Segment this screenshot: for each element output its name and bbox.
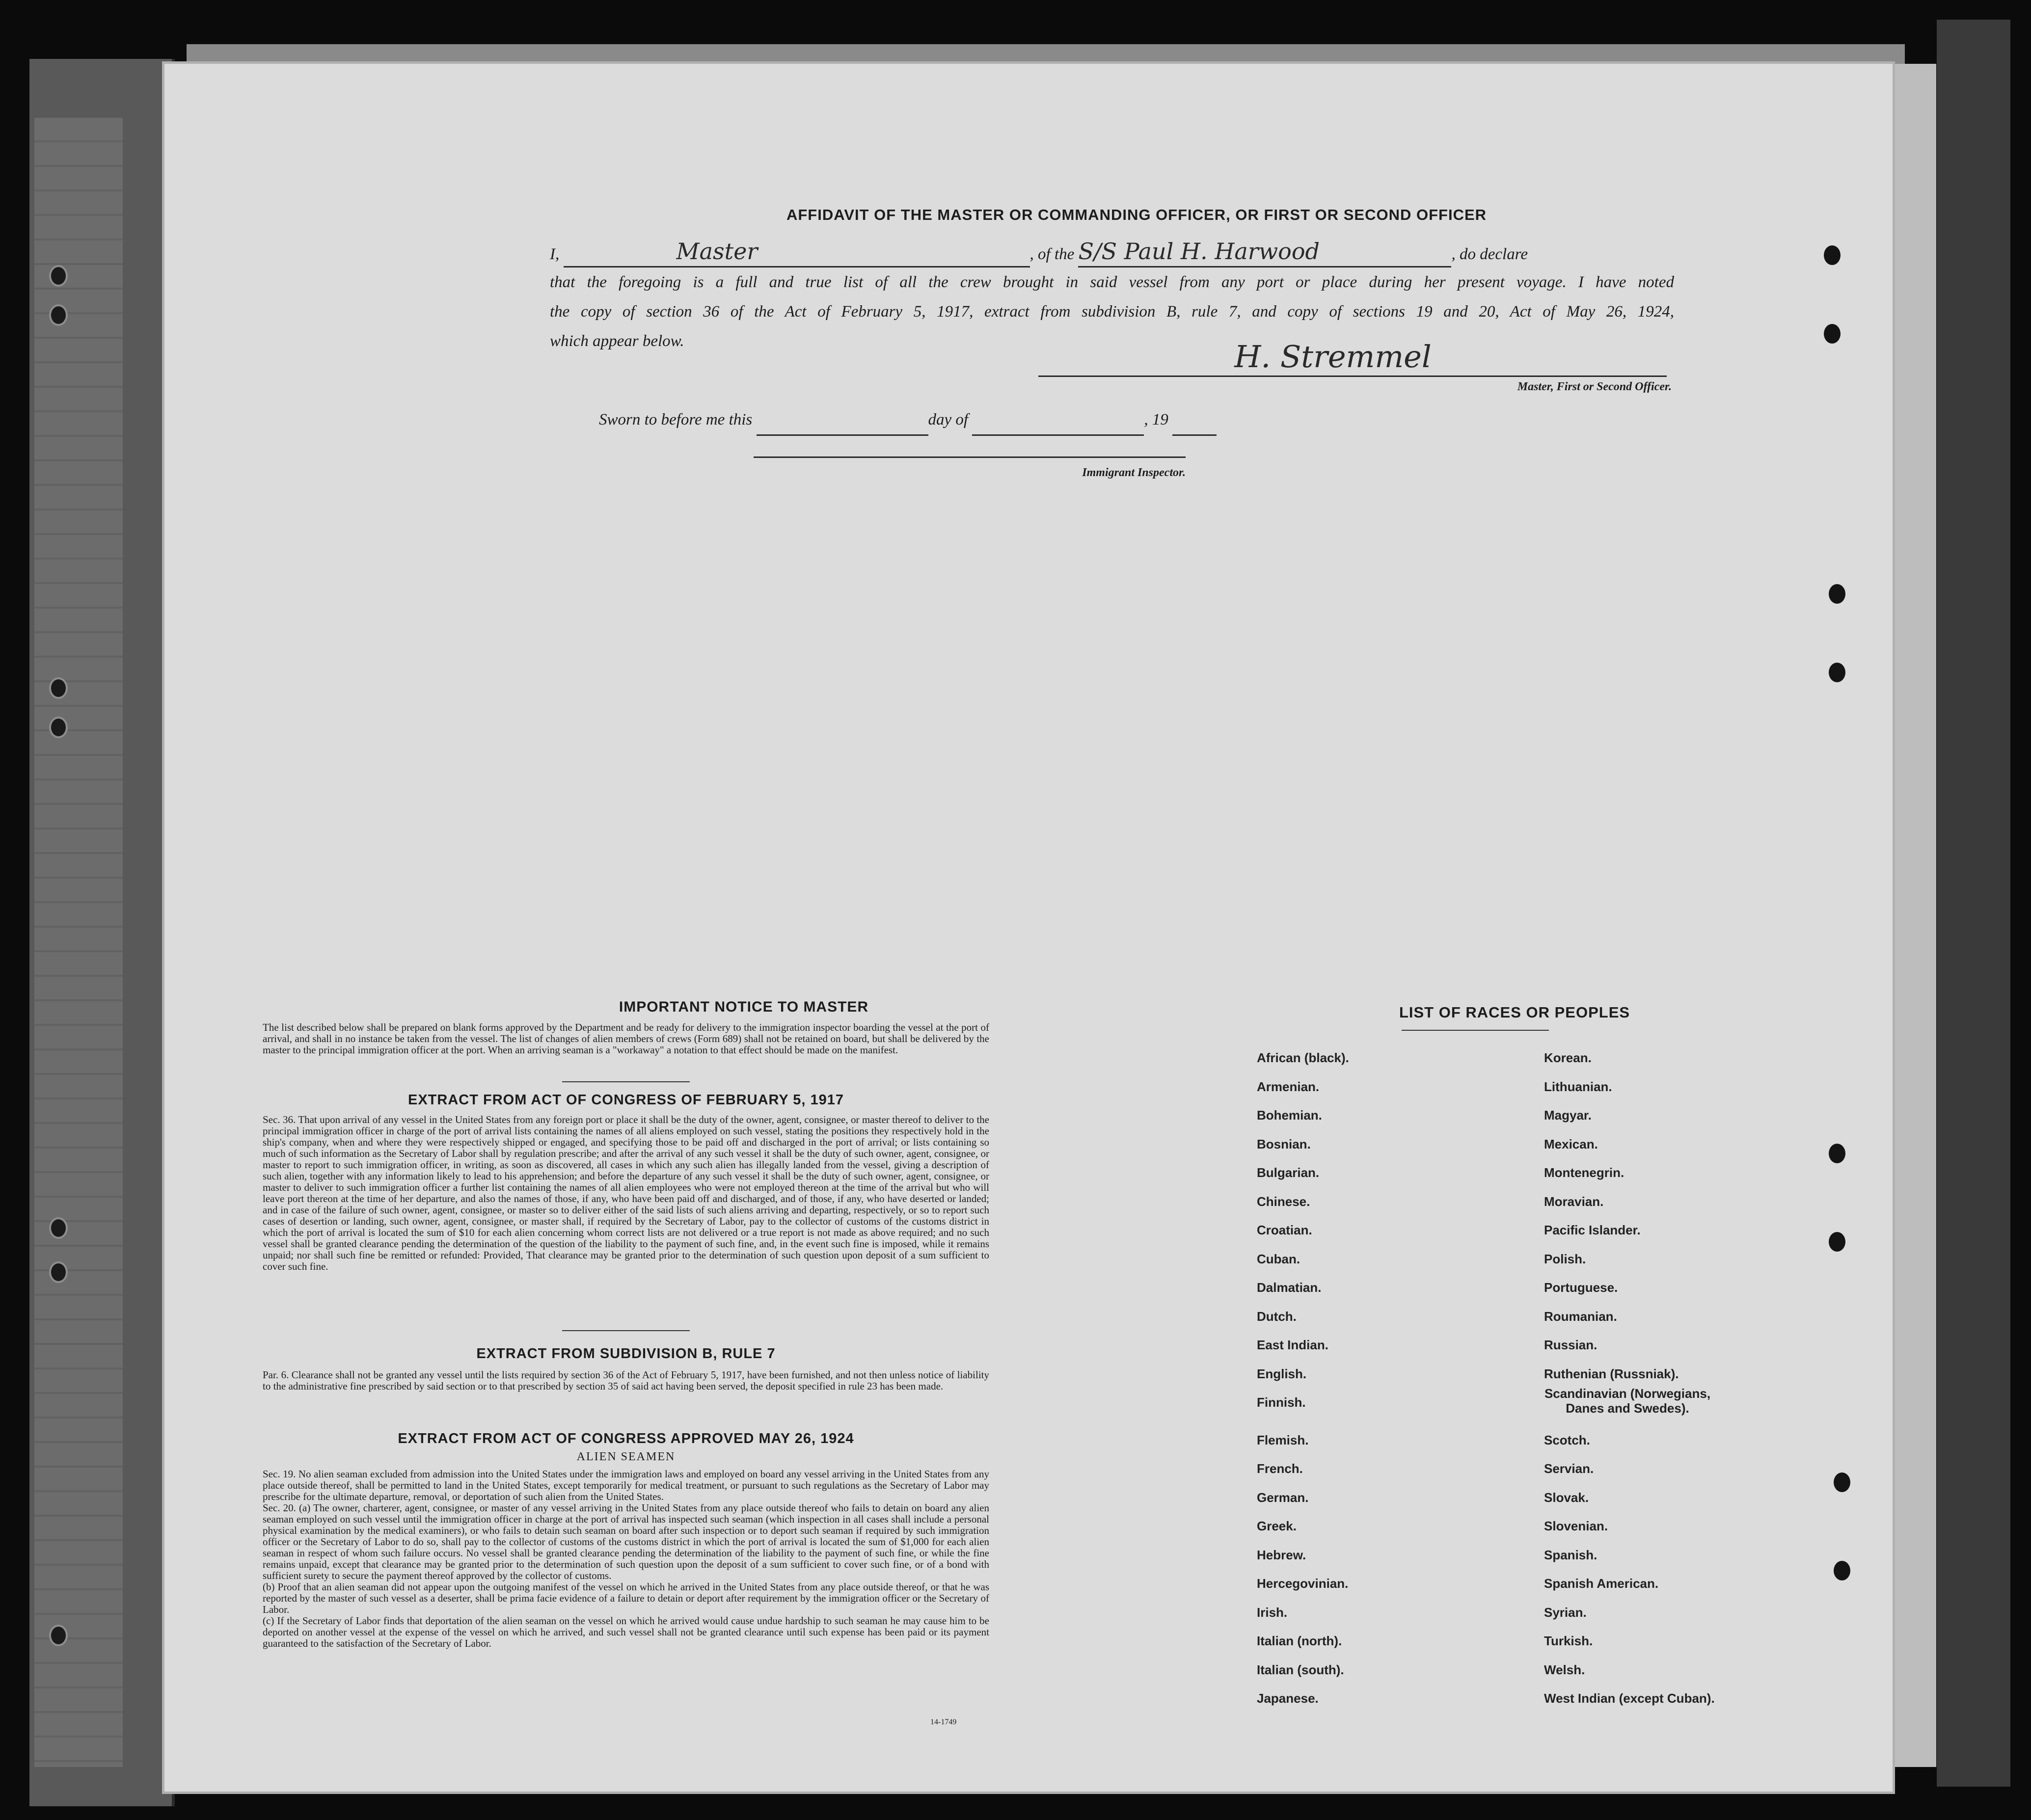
race-entry: Armenian. <box>1257 1079 1320 1094</box>
inspector-signature-line <box>754 456 1186 458</box>
binder-hole <box>49 717 68 738</box>
race-entry: Irish. <box>1257 1605 1288 1620</box>
race-entry: Dalmatian. <box>1257 1280 1322 1295</box>
race-entry: Croatian. <box>1257 1223 1312 1237</box>
race-entry: Scotch. <box>1544 1432 1590 1447</box>
punch-hole <box>1829 663 1845 682</box>
sworn-line <box>599 405 1581 436</box>
races-title-rule <box>1402 1030 1549 1031</box>
binder-hole <box>49 1625 68 1646</box>
race-entry: Scandinavian (Norwegians, Danes and Swedes). <box>1544 1386 1711 1416</box>
binder-hole <box>49 1261 68 1283</box>
punch-hole <box>1824 245 1841 265</box>
race-entry: English. <box>1257 1366 1307 1381</box>
affidavit-line: that the foregoing is a full and true list of all the crew brought in said vessel from any port or place during her present voyage. I have noted <box>550 273 1674 291</box>
race-entry: Hebrew. <box>1257 1547 1306 1562</box>
notice-text: The list described below shall be prepared on blank forms approved by the Department and be ready for delivery to the immigration inspector boarding the vessel at the port of arrival, and shall in no instance be taken from the vessel. The list of changes of alien members of crews (Form 689) shall not be retained on board, but shall be delivered by the master to the principal immigration officer at the port. When an arriving seaman is a "workaway" a notation to that effect should be made on the manifest. <box>263 1021 989 1056</box>
race-entry: Korean. <box>1544 1050 1592 1065</box>
race-entry: Spanish. <box>1544 1547 1598 1562</box>
races-title: LIST OF RACES OR PEOPLES <box>1399 1004 1630 1021</box>
declarant-title-handwritten: Master <box>564 237 1030 268</box>
signature-caption: Master, First or Second Officer. <box>1517 380 1672 393</box>
race-entry: Russian. <box>1544 1338 1598 1352</box>
master-signature: H. Stremmel <box>1234 339 1432 375</box>
race-entry: Lithuanian. <box>1544 1079 1612 1094</box>
punch-hole <box>1829 1144 1845 1163</box>
race-entry: Magyar. <box>1544 1108 1592 1123</box>
punch-hole <box>1829 584 1845 604</box>
punch-hole <box>1834 1561 1850 1580</box>
race-entry: Turkish. <box>1544 1633 1593 1648</box>
inspector-caption: Immigrant Inspector. <box>1082 466 1186 479</box>
declaration-suffix: , do declare <box>1451 245 1528 263</box>
extract-rule7-title: EXTRACT FROM SUBDIVISION B, RULE 7 <box>476 1346 776 1362</box>
race-entry: African (black). <box>1257 1050 1349 1065</box>
binder-hole <box>49 1217 68 1239</box>
race-entry: Greek. <box>1257 1519 1297 1533</box>
extract-rule7-text: Par. 6. Clearance shall not be granted any vessel until the lists required by section 36 of the Act of February 5, 1917, have been furnished, and not then unless notice of liability to the administrative fine prescribed by said section or to that prescribed by section 35 of said act having been served, the deposit specified in rule 23 has been made. <box>263 1369 989 1392</box>
extract-1924-paragraph: (c) If the Secretary of Labor finds that deportation of the alien seaman on the vessel on which he arrived would cause undue hardship to such seaman he may cause him to be deported on another vessel at the expense of the vessel on which he arrived, and such vessel shall not be granted clearance until such expense has been paid or its payment guaranteed to the satisfaction of the Secretary of Labor. <box>263 1615 989 1649</box>
binder-hole <box>49 265 68 287</box>
extract-1924-body <box>263 1469 989 1649</box>
extract-1917-text: Sec. 36. That upon arrival of any vessel in the United States from any foreign port or place it shall be the duty of the owner, agent, consignee, or master thereof to deliver to the principal immigration officer in charge of the port of arrival lists containing the names of all aliens employed on such vessel, stating the positions they respectively hold in the ship's company, when and where they were respectively shipped or engaged, and specifying those to be paid off and discharged in the port of arrival; or lists containing so much of such information as the Secretary of Labor shall by regulation prescribe; and after the arrival of any such vessel it shall be the duty of such owner, agent, consignee, or master to report to such immigration officer, in writing, as soon as discovered, all cases in which any such alien has illegally landed from the vessel, giving a description of such alien, together with any information likely to lead to his apprehension; and before the departure of any such vessel it shall be the duty of such owner, agent, consignee, or master to deliver to such immigration officer a further list containing the names of all alien employees who were not employed thereon at the time of the arrival but who will leave port thereon at the time of her departure, and also the names of those, if any, who have been paid off and discharged, and of those, if any, who have deserted or landed; and in case of the failure of such owner, agent, consignee, or master so to deliver either of the said lists of such aliens arriving and departing, respectively, or so to report such cases of desertion or landing, such owner, agent, consignee, or master shall, if required by the Secretary of Labor, pay to the collector of customs of the customs district in which the port of arrival is located the sum of $10 for each alien concerning whom correct lists are not delivered or a true report is not made as above required; and no such vessel shall be granted clearance pending the determination of the question of the liability to the payment of such fine, and, in the event such fine is imposed, while it remains unpaid; nor shall such fine be remitted or refunded: Provided, That clearance may be granted prior to the determination of such question upon deposit of a sum sufficient to cover such fine. <box>263 1114 989 1272</box>
vessel-name-handwritten: S/S Paul H. Harwood <box>1078 237 1451 268</box>
race-entry: Bulgarian. <box>1257 1165 1320 1180</box>
race-entry: Bosnian. <box>1257 1136 1311 1151</box>
race-entry: Servian. <box>1544 1461 1594 1476</box>
extract-1924-subtitle: ALIEN SEAMEN <box>576 1450 676 1463</box>
race-entry: Portuguese. <box>1544 1280 1618 1295</box>
sworn-date-blank <box>757 405 928 436</box>
punch-hole <box>1834 1472 1850 1492</box>
race-entry: Finnish. <box>1257 1395 1306 1410</box>
section-divider <box>562 1330 690 1331</box>
race-entry: Japanese. <box>1257 1691 1319 1706</box>
declaration-line <box>550 237 1674 269</box>
sworn-year-label: , 19 <box>1144 411 1168 428</box>
document-page <box>164 64 1893 1792</box>
race-entry: East Indian. <box>1257 1338 1328 1352</box>
race-entry: West Indian (except Cuban). <box>1544 1691 1715 1706</box>
signature-line <box>1038 375 1667 377</box>
race-entry: Bohemian. <box>1257 1108 1322 1123</box>
declaration-mid: , of the <box>1029 245 1075 263</box>
punch-hole <box>1829 1232 1845 1252</box>
race-entry: Montenegrin. <box>1544 1165 1625 1180</box>
race-entry: Moravian. <box>1544 1194 1604 1209</box>
affidavit-title: AFFIDAVIT OF THE MASTER OR COMMANDING OFFICER, OR FIRST OR SECOND OFFICER <box>786 206 1487 223</box>
race-entry: Cuban. <box>1257 1251 1300 1266</box>
extract-1924-paragraph: Sec. 20. (a) The owner, charterer, agent, consignee, or master of any vessel arriving in the United States from any place outside thereof who fails to detain on board any alien seaman employed on such vessel until the immigration officer in charge at the port of arrival has inspected such seaman (which inspection in all cases shall include a personal physical examination by the medical examiners), or who fails to detain such seaman on board after such inspection or to deport such seaman if required by such immigration officer or the Secretary of Labor to do so, shall pay to the collector of customs of the customs district in which the port of arrival is located the sum of $1,000 for each alien seaman in respect of whom such failure occurs. No vessel shall be granted clearance pending the determination of the liability to the payment of such fine, or while the fine remains unpaid, except that clearance may be granted prior to the determination of such question upon the deposit of a sum sufficient to cover such fine, or of a bond with sufficient surety to secure the payment thereof approved by the collector of customs. <box>263 1502 989 1581</box>
race-entry: Pacific Islander. <box>1544 1223 1641 1237</box>
sworn-month-blank <box>972 405 1144 436</box>
binder-strip <box>34 118 123 1767</box>
race-entry: Hercegovinian. <box>1257 1576 1349 1591</box>
race-entry: Slovak. <box>1544 1490 1589 1505</box>
race-entry: German. <box>1257 1490 1309 1505</box>
race-entry: Flemish. <box>1257 1432 1309 1447</box>
binder-hole <box>49 677 68 699</box>
extract-1924-paragraph: Sec. 19. No alien seaman excluded from admission into the United States under the immigration laws and employed on board any vessel arriving in the United States from any place outside thereof, shall be permitted to land in the United States, except temporarily for medical treatment, or pursuant to such regulations as the Secretary of Labor may prescribe for the ultimate departure, removal, or deportation of such alien from the United States. <box>263 1468 989 1502</box>
race-entry: Roumanian. <box>1544 1309 1617 1324</box>
race-entry: French. <box>1257 1461 1303 1476</box>
extract-1924-title: EXTRACT FROM ACT OF CONGRESS APPROVED MAY 26, 1924 <box>398 1431 854 1446</box>
race-entry: Welsh. <box>1544 1662 1585 1677</box>
race-entry: Ruthenian (Russniak). <box>1544 1366 1679 1381</box>
race-entry: Italian (north). <box>1257 1633 1342 1648</box>
affidavit-line: the copy of section 36 of the Act of February 5, 1917, extract from subdivision B, rule 7, and copy of sections 19 and 20, Act of May 26, 1924, <box>550 303 1674 321</box>
race-entry: Mexican. <box>1544 1136 1598 1151</box>
race-entry: Syrian. <box>1544 1605 1587 1620</box>
notice-title: IMPORTANT NOTICE TO MASTER <box>619 999 869 1015</box>
declaration-prefix: I, <box>550 245 560 263</box>
affidavit-line: which appear below. <box>550 332 684 350</box>
extract-1917-title: EXTRACT FROM ACT OF CONGRESS OF FEBRUARY 5, 1917 <box>407 1092 844 1108</box>
race-entry: Dutch. <box>1257 1309 1297 1324</box>
race-entry: Slovenian. <box>1544 1519 1608 1533</box>
sworn-year-blank <box>1172 405 1217 436</box>
punch-hole <box>1824 324 1841 344</box>
extract-1924-paragraph: (b) Proof that an alien seaman did not appear upon the outgoing manifest of the vessel on which he arrived in the United States from any place outside thereof, or that he was reported by the master of such vessel as a deserter, shall be prima facie evidence of a failure to detain or deport after requirement by the immigration officer or the Secretary of Labor. <box>263 1581 989 1615</box>
race-entry: Polish. <box>1544 1251 1586 1266</box>
sworn-prefix: Sworn to before me this <box>599 411 753 428</box>
race-entry: Spanish American. <box>1544 1576 1659 1591</box>
race-entry: Italian (south). <box>1257 1662 1344 1677</box>
section-divider <box>562 1081 690 1082</box>
form-number: 14-1749 <box>930 1718 957 1726</box>
sworn-day-label: day of <box>928 411 969 428</box>
race-entry: Chinese. <box>1257 1194 1310 1209</box>
binder-hole <box>49 304 68 326</box>
binder-strip-right <box>1937 20 2010 1787</box>
